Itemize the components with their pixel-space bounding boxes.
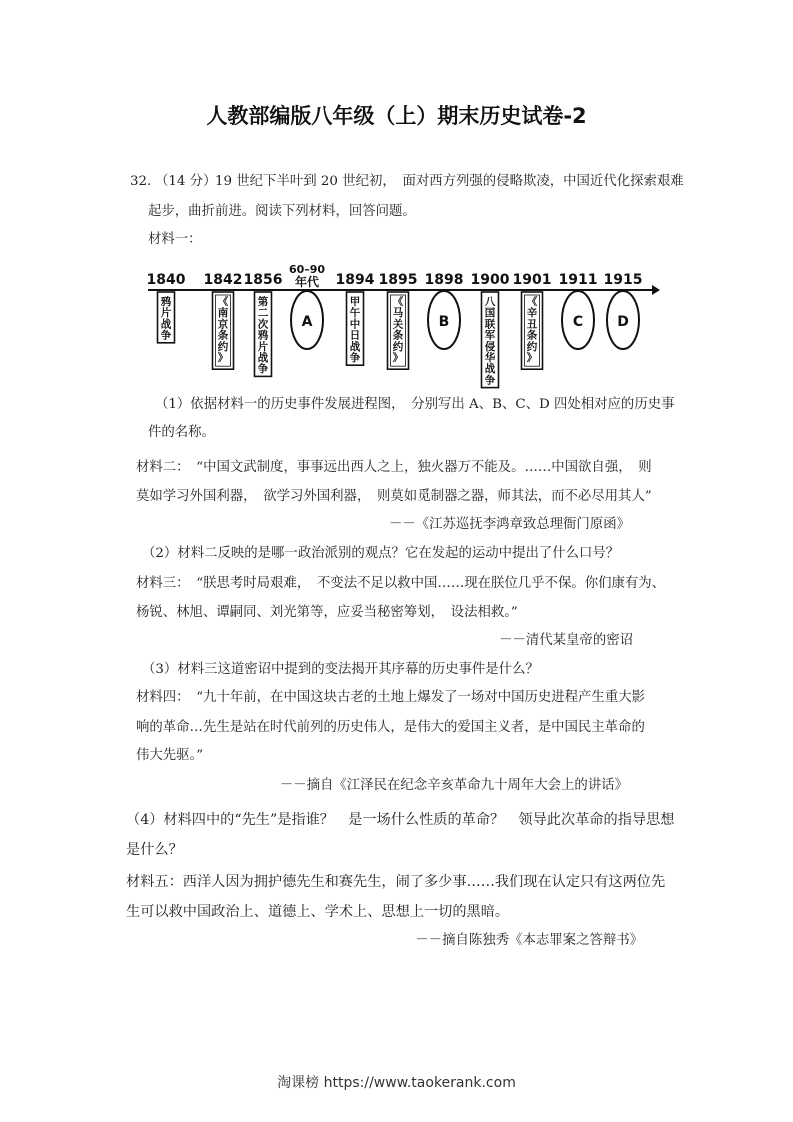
event-char: 马 [392,307,404,320]
material4-line2: 响的革命…先生是站在时代前列的历史伟人，是伟大的爱国主义者，是中国民主革命的 [136,720,645,735]
event-char: 国 [484,307,496,320]
event-char: 片 [257,340,269,353]
event-letter: C [572,314,584,330]
event-char: 争 [257,363,269,376]
material2-line2: 莫如学习外国利器， 欲学习外国利器， 则莫如觅制器之器，师其法，而不必尽用其人” [136,489,652,504]
event-char: 》 [217,352,229,364]
event-char: 条 [217,329,229,342]
event-char: 二 [257,307,269,320]
year-label: 1915 [603,272,643,288]
page-title: 人教部编版八年级（上）期末历史试卷-2 [206,104,587,128]
year-label: 1894 [335,272,375,288]
event-char: 鸦 [257,329,269,342]
q4-line1: （4）材料四中的“先生”是指谁？ 是一场什么性质的革命？ 领导此次革命的指导思想 [126,812,675,828]
event-char: 华 [484,352,496,364]
question-number: 32. [130,174,152,189]
material5-line2: 生可以救中国政治上、道德上、学术上、思想上一切的黑暗。 [126,904,510,920]
event-char: 第 [257,296,269,308]
event-char: 》 [392,352,404,364]
event-char: 侵 [484,340,496,353]
q1-line1: （1）依据材料一的历史事件发展进程图， 分别写出 A、B、C、D 四处相对应的历史事 [155,397,675,412]
year-label: 1856 [243,272,283,288]
event-char: 午 [349,307,361,320]
event-char: 战 [160,318,172,331]
material5-source: －－摘自陈独秀《本志罪案之答辩书》 [415,933,643,948]
material2-line1: 材料二： “中国文武制度，事事远出西人之上，独火器万不能及。……中国欲自强， 则 [136,460,652,475]
event-char: 约 [217,340,229,353]
material4-line3: 伟大先驱。” [136,748,204,763]
year-label: 60–90 [288,263,326,276]
event-char: 争 [160,329,172,342]
year-label: 1901 [512,272,552,288]
material3-line1: 材料三： “朕思考时局艰难， 不变法不足以救中国……现在朕位几乎不保。你们康有为、 [136,576,666,591]
footer-watermark: 淘课榜 https://www.taokerank.com [277,1075,516,1091]
event-char: 《 [526,296,538,308]
year-label: 1898 [424,272,464,288]
material4-source: －－摘自《江泽民在纪念辛亥革命九十周年大会上的讲话》 [279,778,628,793]
event-char: 联 [484,318,496,331]
question-score: （14 分） [155,174,217,189]
year-label: 1911 [558,272,598,288]
q3: （3）材料三这道密诏中提到的变法揭开其序幕的历史事件是什么？ [142,662,539,677]
event-char: 片 [160,307,172,320]
event-char: 辛 [526,307,538,320]
event-char: 约 [526,340,538,353]
year-label: 1895 [378,272,418,288]
material5-line1: 材料五：西洋人因为拥护德先生和赛先生，闹了多少事……我们现在认定只有这两位先 [126,874,666,890]
material3-source: －－清代某皇帝的密诏 [499,633,633,648]
event-char: 日 [349,329,361,342]
material4-line1: 材料四： “九十年前，在中国这块古老的土地上爆发了一场对中国历史进程产生重大影 [136,690,645,705]
event-char: 争 [484,374,496,387]
event-char: 京 [217,318,229,331]
event-char: 《 [392,296,404,308]
q4-line2: 是什么？ [126,842,183,858]
event-char: 战 [257,352,269,364]
event-letter: A [301,314,313,330]
material3-line2: 杨锐、林旭、谭嗣同、刘光第等，应妥当秘密筹划， 设法相救。” [136,605,518,620]
event-letter: D [617,314,629,330]
q1-line2: 件的名称。 [148,425,215,440]
material2-source: －－《江苏巡抚李鸿章致总理衙门原函》 [388,517,630,532]
event-char: 南 [217,307,229,320]
year-label: 1900 [470,272,510,288]
year-sublabel: 年代 [294,275,320,289]
event-char: 战 [484,363,496,376]
event-char: 鸦 [160,296,172,308]
event-char: 约 [392,340,404,353]
event-char: 争 [349,352,361,364]
event-char: 》 [526,352,538,364]
year-label: 1842 [203,272,243,288]
year-label: 1840 [146,272,186,288]
timeline-arrow [652,285,660,295]
event-letter: B [438,314,450,330]
event-char: 八 [484,296,496,308]
event-char: 甲 [349,296,361,308]
event-char: 次 [257,318,269,331]
event-char: 条 [392,329,404,342]
event-char: 中 [349,318,361,331]
event-char: 丑 [526,318,538,331]
q2: （2）材料二反映的是哪一政治派别的观点？它在发起的运动中提出了什么口号？ [142,546,620,561]
event-char: 《 [217,296,229,308]
event-char: 关 [392,318,404,331]
event-char: 战 [349,340,361,353]
material1-label: 材料一： [148,232,202,247]
question-intro-line2: 起步，曲折前进。阅读下列材料，回答问题。 [148,204,416,219]
event-char: 军 [484,329,496,342]
timeline-diagram [0,0,793,387]
event-char: 条 [526,329,538,342]
question-intro-line1: 19 世纪下半叶到 20 世纪初， 面对西方列强的侵略欺凌，中国近代化探索艰难 [215,174,684,189]
